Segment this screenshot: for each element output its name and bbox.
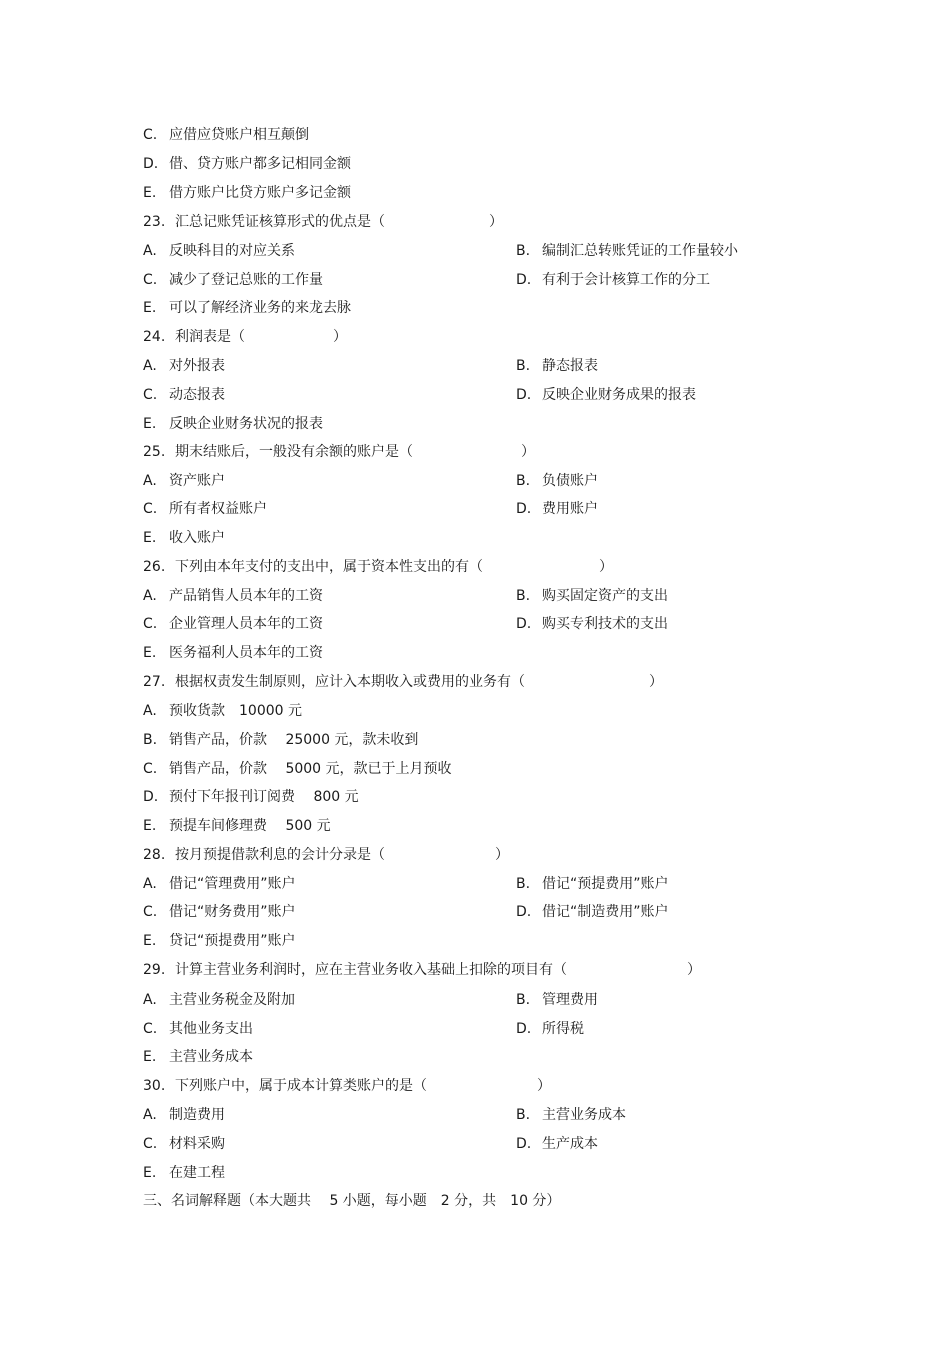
q28-option-e: E. 贷记“预提费用”账户 (143, 933, 296, 949)
q29-option-b: B. 管理费用 (516, 992, 598, 1008)
q24-option-e: E. 反映企业财务状况的报表 (143, 416, 323, 432)
q26-option-c: C. 企业管理人员本年的工资 (143, 616, 323, 632)
q29-option-e: E. 主营业务成本 (143, 1049, 253, 1065)
q25-option-d: D. 费用账户 (516, 501, 598, 517)
question-28: 28. 按月预提借款利息的会计分录是（ ） (143, 847, 509, 863)
q24-option-a: A. 对外报表 (143, 358, 225, 374)
option-d: D. 借、贷方账户都多记相同金额 (143, 156, 351, 172)
q25-option-c: C. 所有者权益账户 (143, 501, 267, 517)
q30-option-a: A. 制造费用 (143, 1107, 225, 1123)
q28-option-b: B. 借记“预提费用”账户 (516, 876, 669, 892)
q30-option-b: B. 主营业务成本 (516, 1107, 626, 1123)
q27-option-b: B. 销售产品，价款 25000 元，款未收到 (143, 732, 419, 748)
option-e: E. 借方账户比贷方账户多记金额 (143, 185, 351, 201)
q23-option-b: B. 编制汇总转账凭证的工作量较小 (516, 243, 738, 259)
question-23: 23. 汇总记账凭证核算形式的优点是（ ） (143, 214, 503, 230)
question-24: 24. 利润表是（ ） (143, 329, 347, 345)
q26-option-e: E. 医务福利人员本年的工资 (143, 645, 323, 661)
q29-option-c: C. 其他业务支出 (143, 1021, 253, 1037)
question-30: 30. 下列账户中，属于成本计算类账户的是（ ） (143, 1078, 551, 1094)
q29-option-a: A. 主营业务税金及附加 (143, 992, 295, 1008)
q23-option-c: C. 减少了登记总账的工作量 (143, 272, 323, 288)
q27-option-a: A. 预收货款 10000 元 (143, 703, 302, 719)
q25-option-a: A. 资产账户 (143, 473, 225, 489)
q28-option-d: D. 借记“制造费用”账户 (516, 904, 669, 920)
section-3-heading: 三、名词解释题（本大题共 5 小题，每小题 2 分，共 10 分） (143, 1193, 561, 1209)
q26-option-d: D. 购买专利技术的支出 (516, 616, 668, 632)
question-25: 25. 期末结账后，一般没有余额的账户是（ ） (143, 444, 535, 460)
q24-option-d: D. 反映企业财务成果的报表 (516, 387, 696, 403)
question-27: 27. 根据权责发生制原则，应计入本期收入或费用的业务有（ ） (143, 674, 663, 690)
q24-option-c: C. 动态报表 (143, 387, 225, 403)
q25-option-e: E. 收入账户 (143, 530, 225, 546)
q24-option-b: B. 静态报表 (516, 358, 598, 374)
q28-option-c: C. 借记“财务费用”账户 (143, 904, 296, 920)
q27-option-c: C. 销售产品，价款 5000 元，款已于上月预收 (143, 761, 452, 777)
question-26: 26. 下列由本年支付的支出中，属于资本性支出的有（ ） (143, 559, 613, 575)
q23-option-d: D. 有利于会计核算工作的分工 (516, 272, 710, 288)
q23-option-e: E. 可以了解经济业务的来龙去脉 (143, 300, 351, 316)
q30-option-d: D. 生产成本 (516, 1136, 598, 1152)
q26-option-b: B. 购买固定资产的支出 (516, 588, 668, 604)
q29-option-d: D. 所得税 (516, 1021, 584, 1037)
q30-option-e: E. 在建工程 (143, 1165, 225, 1181)
q27-option-d: D. 预付下年报刊订阅费 800 元 (143, 789, 359, 805)
q26-option-a: A. 产品销售人员本年的工资 (143, 588, 323, 604)
question-29: 29. 计算主营业务利润时，应在主营业务收入基础上扣除的项目有（ ） (143, 962, 701, 978)
q30-option-c: C. 材料采购 (143, 1136, 225, 1152)
q28-option-a: A. 借记“管理费用”账户 (143, 876, 296, 892)
q23-option-a: A. 反映科目的对应关系 (143, 243, 295, 259)
q25-option-b: B. 负债账户 (516, 473, 598, 489)
q27-option-e: E. 预提车间修理费 500 元 (143, 818, 331, 834)
option-c: C. 应借应贷账户相互颠倒 (143, 127, 309, 143)
